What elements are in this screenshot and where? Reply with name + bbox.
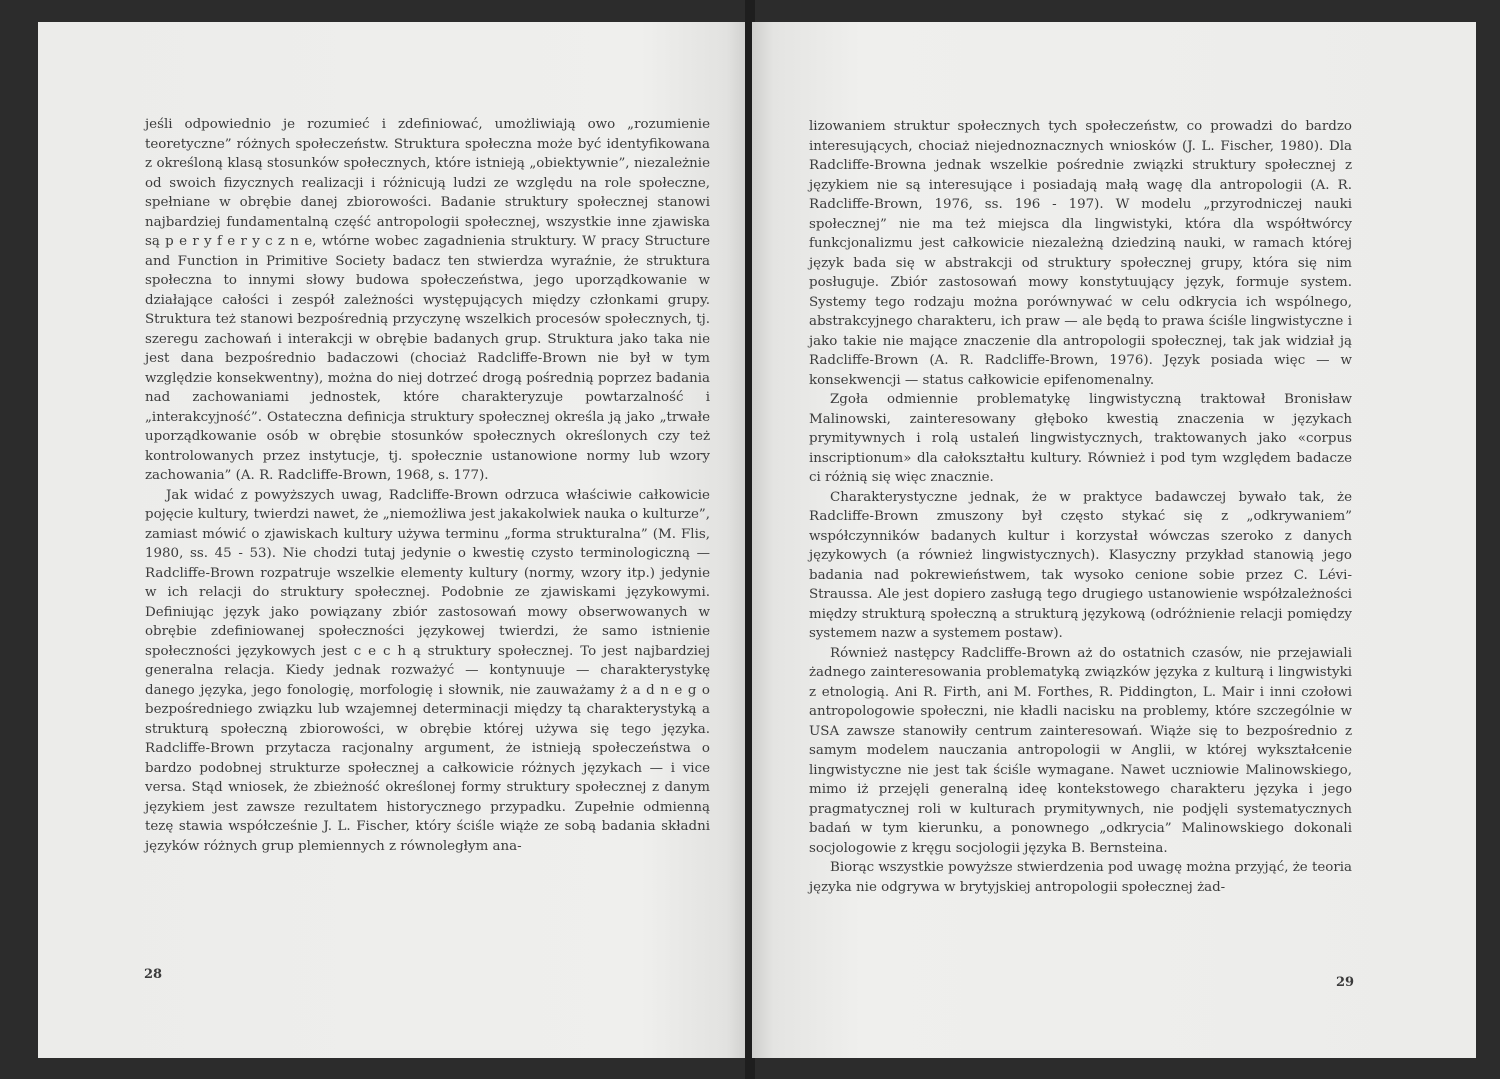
right-page: [752, 22, 1476, 1058]
right-paragraph-5: Biorąc wszystkie powyższe stwierdzenia pod uwagę można przyjąć, że teoria języka nie odgrywa w brytyjskiej antropologii społecznej żad-: [809, 860, 1352, 895]
right-paragraph-3: Charakterystyczne jednak, że w praktyce badawczej bywało tak, że Radcliffe-Brown zmuszony był często stykać się z „odkrywaniem” współczynników badanych kultur i korzystał wówczas szeroko z danych językowych (a również lingwistycznych). Klasyczny przykład stanowią jego badania nad pokrewieństwem, tak wysoko cenione sobie przez C. Lévi-Straussa. Ale jest dopiero zasługą tego drugiego ustanowienie współzależności między strukturą społeczną a strukturą językową (odróżnienie relacji pomiędzy systemem nazw a systemem postaw).: [809, 489, 1352, 641]
left-page-text: [145, 115, 710, 856]
right-paragraph-1: lizowaniem struktur społecznych tych społeczeństw, co prowadzi do bardzo interesujących, chociaż niejednoznacznych wniosków (J. L. Fischer, 1980). Dla Radcliffe-Browna jednak wszelkie pośrednie związki struktury społecznej z językiem nie są interesujące i posiadają małą wagę dla antropologii (A. R. Radcliffe-Brown, 1976, ss. 196 - 197). W modelu „przyrodniczej nauki społecznej” nie ma też miejsca dla lingwistyki, która dla współtwórcy funkcjonalizmu jest całkowicie niezależną dziedziną nauki, w ramach której język bada się w abstrakcji od struktury społecznej grupy, która się nim posługuje. Zbiór zastosowań mowy konstytuujący język, formuje system. Systemy tego rodzaju można porównywać w celu odkrycia ich wspólnego, abstrakcyjnego charakteru, ich praw — ale będą to prawa ściśle lingwistyczne i jako takie nie mające znaczenie dla antropologii społecznej, tak jak widział ją Radcliffe-Brown (A. R. Radcliffe-Brown, 1976). Język posiada więc — w konsekwencji — status całkowicie epifenomenalny.: [809, 119, 1352, 388]
left-page: [38, 22, 748, 1058]
right-paragraph-2: Zgoła odmiennie problematykę lingwistyczną traktował Bronisław Malinowski, zainteresowany głęboko kwestią znaczenia w językach prymitywnych i rolą ustaleń lingwistycznych, traktowanych jako «corpus inscriptionum» dla całokształtu kultury. Również i pod tym względem badacze ci różnią się więc znacznie.: [809, 392, 1352, 485]
right-page-text: [809, 117, 1352, 897]
right-page-number: 29: [1336, 975, 1355, 990]
left-paragraph-1: jeśli odpowiednio je rozumieć i zdefiniować, umożliwiają owo „rozumienie teoretyczne” różnych społeczeństw. Struktura społeczna może być identyfikowana z określoną klasą stosunków społecznych, które istnieją „obiektywnie”, niezależnie od swoich fizycznych realizacji i różnicują ludzi ze względu na role społeczne, spełniane w obrębie danej zbiorowości. Badanie struktury społecznej stanowi najbardziej fundamentalną część antropologii społecznej, wszystkie inne zjawiska są p e r y f e r y c z n e, wtórne wobec zagadnienia struktury. W pracy Structure and Function in Primitive Society badacz ten stwierdza wyraźnie, że struktura społeczna to innymi słowy budowa społeczeństwa, jego uporządkowanie w działające całości i zespół zależności występujących między członkami grupy. Struktura też stanowi bezpośrednią przyczynę wszelkich procesów społecznych, tj. szeregu zachowań i interakcji w obrębie badanych grup. Struktura jako taka nie jest dana bezpośrednio badaczowi (chociaż Radcliffe-Brown nie był w tym względzie konsekwentny), można do niej dotrzeć drogą pośrednią poprzez badania nad zachowaniami jednostek, które charakteryzuje powtarzalność i „interakcyjność”. Ostateczna definicja struktury społecznej określa ją jako „trwałe uporządkowanie osób w obrębie stosunków społecznych określonych czy też kontrolowanych przez instytucje, tj. społecznie ustanowione normy lub wzory zachowania” (A. R. Radcliffe-Brown, 1968, s. 177).: [145, 117, 710, 483]
left-page-number: 28: [144, 967, 163, 982]
right-paragraph-4: Również następcy Radcliffe-Brown aż do ostatnich czasów, nie przejawiali żadnego zainteresowania problematyką związków języka z kulturą i lingwistyki z etnologią. Ani R. Firth, ani M. Forthes, R. Piddington, L. Mair i inni czołowi antropologowie społeczni, nie kładli nacisku na problemy, które szczególnie w USA zawsze stanowiły centrum zainteresowań. Wiąże się to bezpośrednio z samym modelem nauczania antropologii w Anglii, w której wykształcenie lingwistyczne nie jest tak ściśle wymagane. Nawet uczniowie Malinowskiego, mimo iż przejęli generalną ideę kontekstowego charakteru języka i jego pragmatycznej roli w kulturach prymitywnych, nie podjęli systematycznych badań w tym kierunku, a ponownego „odkrycia” Malinowskiego dokonali socjologowie z kręgu socjologii języka B. Bernsteina.: [809, 645, 1352, 856]
left-paragraph-2: Jak widać z powyższych uwag, Radcliffe-Brown odrzuca właściwie całkowicie pojęcie kultury, twierdzi nawet, że „niemożliwa jest jakakolwiek nauka o kulturze”, zamiast mówić o zjawiskach kultury używa terminu „forma strukturalna” (M. Flis, 1980, ss. 45 - 53). Nie chodzi tutaj jedynie o kwestię czysto terminologiczną — Radcliffe-Brown rozpatruje wszelkie elementy kultury (normy, wzory itp.) jedynie w ich relacji do struktury społecznej. Podobnie ze zjawiskami językowymi. Definiując język jako powiązany zbiór zastosowań mowy obserwowanych w obrębie zdefiniowanej społeczności językowej twierdzi, że samo istnienie społeczności językowych jest c e c h ą struktury społecznej. To jest najbardziej generalna relacja. Kiedy jednak rozważyć — kontynuuje — charakterystykę danego języka, jego fonologię, morfologię i słownik, nie zauważamy ż a d n e g o bezpośredniego związku lub wzajemnej determinacji między tą charakterystyką a strukturą społeczną zbiorowości, w obrębie której używa się tego języka. Radcliffe-Brown przytacza racjonalny argument, że istnieją społeczeństwa o bardzo podobnej strukturze społecznej a całkowicie różnych językach — i vice versa. Stąd wniosek, że zbieżność określonej formy struktury społecznej z danym językiem jest zawsze rezultatem historycznego przypadku. Zupełnie odmienną tezę stawia współcześnie J. L. Fischer, który ściśle wiąże ze sobą badania składni języków różnych grup plemiennych z równoległym ana-: [145, 487, 710, 854]
